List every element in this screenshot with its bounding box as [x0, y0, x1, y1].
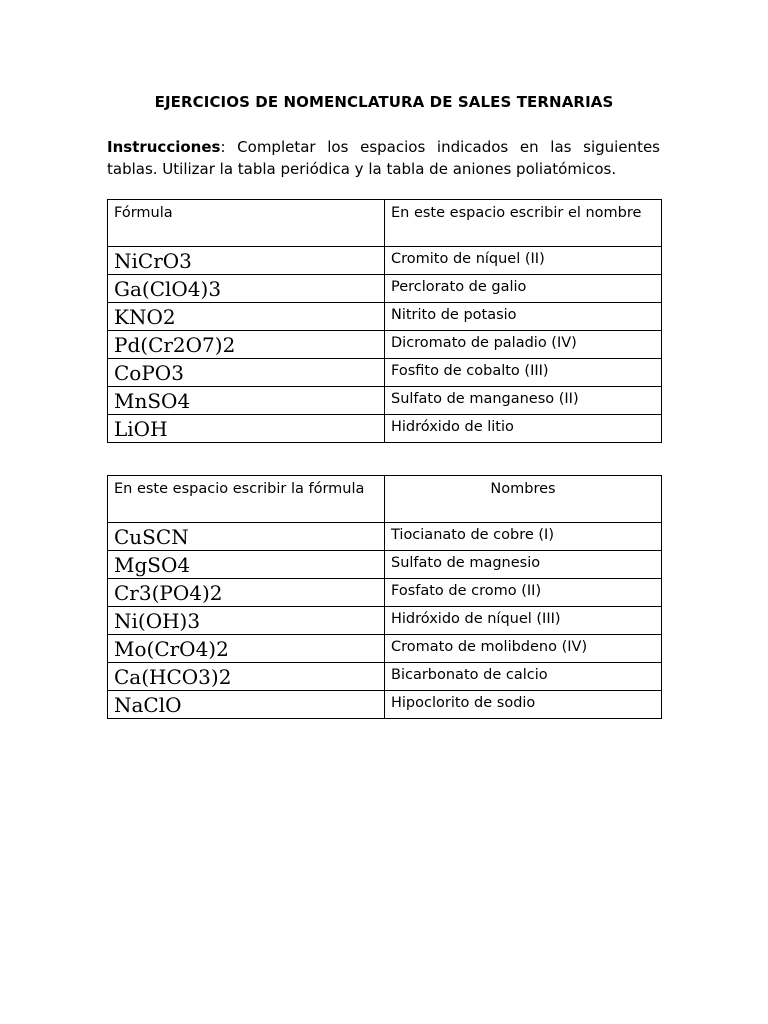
table-row — [108, 551, 662, 579]
formula-cell: Mo(CrO4)2 — [108, 635, 385, 663]
formula-cell: MgSO4 — [108, 551, 385, 579]
name-cell: Perclorato de galio — [385, 275, 662, 303]
page-title: EJERCICIOS DE NOMENCLATURA DE SALES TERNARIAS — [154, 93, 614, 111]
instructions-paragraph — [107, 136, 660, 180]
formula-cell: CoPO3 — [108, 359, 385, 387]
formula-cell: Pd(Cr2O7)2 — [108, 331, 385, 359]
name-cell: Tiocianato de cobre (I) — [385, 523, 662, 551]
formula-cell: CuSCN — [108, 523, 385, 551]
instructions-text: : Completar los espacios indicados en las siguientes tablas. Utilizar la tabla periódica y la tabla de aniones poliatómicos. — [107, 138, 660, 178]
name-cell: Bicarbonato de calcio — [385, 663, 662, 691]
name-cell: Hidróxido de níquel (III) — [385, 607, 662, 635]
name-cell: Dicromato de paladio (IV) — [385, 331, 662, 359]
formula-cell: Ni(OH)3 — [108, 607, 385, 635]
table-header-row — [108, 476, 662, 523]
table-row — [108, 607, 662, 635]
instructions-label: Instrucciones — [107, 138, 221, 156]
formula-cell: NiCrO3 — [108, 247, 385, 275]
table-row — [108, 579, 662, 607]
name-cell: Sulfato de magnesio — [385, 551, 662, 579]
name-to-formula-table — [107, 475, 662, 719]
header-cell-names: Nombres — [385, 476, 662, 523]
table-row — [108, 331, 662, 359]
name-cell: Fosfito de cobalto (III) — [385, 359, 662, 387]
table-row — [108, 691, 662, 719]
name-cell: Nitrito de potasio — [385, 303, 662, 331]
table-row — [108, 387, 662, 415]
header-cell-formula: Fórmula — [108, 200, 385, 247]
header-cell-formula: En este espacio escribir la fórmula — [108, 476, 385, 523]
formula-cell: Ga(ClO4)3 — [108, 275, 385, 303]
formula-cell: Cr3(PO4)2 — [108, 579, 385, 607]
formula-cell: MnSO4 — [108, 387, 385, 415]
formula-cell: KNO2 — [108, 303, 385, 331]
table-row — [108, 663, 662, 691]
table-header-row — [108, 200, 662, 247]
table-row — [108, 523, 662, 551]
formula-to-name-table — [107, 199, 662, 443]
formula-cell: LiOH — [108, 415, 385, 443]
header-cell-name: En este espacio escribir el nombre — [385, 200, 662, 247]
name-cell: Fosfato de cromo (II) — [385, 579, 662, 607]
name-cell: Cromato de molibdeno (IV) — [385, 635, 662, 663]
table-row — [108, 415, 662, 443]
name-cell: Hipoclorito de sodio — [385, 691, 662, 719]
formula-cell: Ca(HCO3)2 — [108, 663, 385, 691]
table-row — [108, 359, 662, 387]
name-cell: Cromito de níquel (II) — [385, 247, 662, 275]
name-cell: Sulfato de manganeso (II) — [385, 387, 662, 415]
table-row — [108, 635, 662, 663]
formula-cell: NaClO — [108, 691, 385, 719]
table-row — [108, 275, 662, 303]
table-row — [108, 303, 662, 331]
name-cell: Hidróxido de litio — [385, 415, 662, 443]
table-row — [108, 247, 662, 275]
